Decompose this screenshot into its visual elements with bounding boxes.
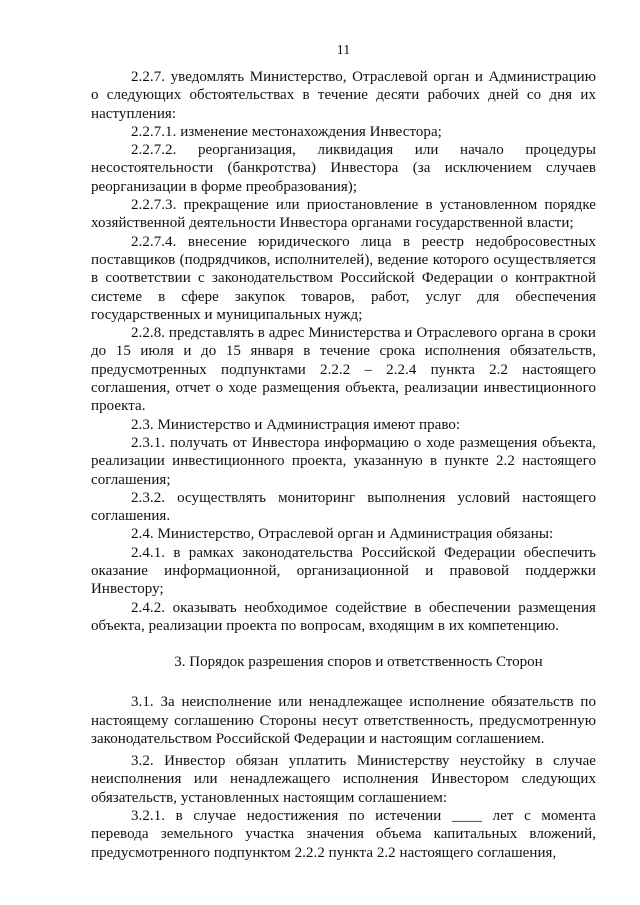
paragraph-2-2-7: 2.2.7. уведомлять Министерство, Отраслевой орган и Администрацию о следующих обстоятельствах в течение десяти рабочих дней со дня их наступления: — [91, 69, 596, 122]
paragraph-2-2-7-4: 2.2.7.4. внесение юридического лица в реестр недобросовестных поставщиков (подрядчиков, исполнителей), ведение которого осуществляется в соответствии с законодательством Российской Федерации о контрактной системе в сфере закупок товаров, работ, услуг для обеспечения государственных и муниципальных нужд; — [91, 233, 596, 323]
paragraph-3-2: 3.2. Инвестор обязан уплатить Министерству неустойку в случае неисполнения или ненадлежащего исполнения Инвестором следующих обязательств, установленных настоящим соглашением: — [91, 753, 596, 806]
paragraph-2-2-7-2: 2.2.7.2. реорганизация, ликвидация или начало процедуры несостоятельности (банкротства) Инвестора (за исключением случаев реорганизации в форме преобразования); — [91, 142, 596, 195]
paragraph-2-2-7-1: 2.2.7.1. изменение местонахождения Инвестора; — [131, 123, 442, 140]
paragraph-2-3-2: 2.3.2. осуществлять мониторинг выполнения условий настоящего соглашения. — [91, 489, 596, 525]
paragraph-2-3-1: 2.3.1. получать от Инвестора информацию о ходе размещения объекта, реализации инвестиционного проекта, указанную в пункте 2.2 настоящего соглашения; — [91, 434, 596, 488]
paragraph-2-4: 2.4. Министерство, Отраслевой орган и Администрация обязаны: — [131, 526, 554, 543]
page-number: 11 — [336, 43, 351, 58]
section-heading: 3. Порядок разрешения споров и ответственность Сторон — [174, 654, 543, 671]
paragraph-3-2-1: 3.2.1. в случае недостижения по истечении ____ лет с момента перевода земельного участка значения объема капитальных вложений, предусмотренного подпунктом 2.2.2 пункта 2.2 настоящего соглашения, — [91, 807, 596, 861]
paragraph-2-4-1: 2.4.1. в рамках законодательства Российской Федерации обеспечить оказание информационной, организационной и правовой поддержки Инвестору; — [91, 544, 596, 598]
paragraph-2-4-2: 2.4.2. оказывать необходимое содействие в обеспечении размещения объекта, реализации проекта по вопросам, входящим в их компетенцию. — [91, 599, 596, 634]
paragraph-2-2-7-3: 2.2.7.3. прекращение или приостановление в установленном порядке хозяйственной деятельности Инвестора органами государственной власти; — [91, 197, 596, 232]
paragraph-2-3: 2.3. Министерство и Администрация имеют право: — [131, 416, 461, 433]
paragraph-3-1: 3.1. За неисполнение или ненадлежащее исполнение обязательств по настоящему соглашению Стороны несут ответственность, предусмотренную законодательством Российской Федерации и настоящим соглашением. — [91, 694, 596, 747]
paragraph-2-2-8: 2.2.8. представлять в адрес Министерства и Отраслевого органа в сроки до 15 июля и до 15 января в течение срока исполнения обязательств, предусмотренных подпунктами 2.2.2 – 2.2.4 пункта 2.2 настоящего соглашения, отчет о ходе размещения объекта, реализации инвестиционного проекта. — [91, 325, 596, 415]
